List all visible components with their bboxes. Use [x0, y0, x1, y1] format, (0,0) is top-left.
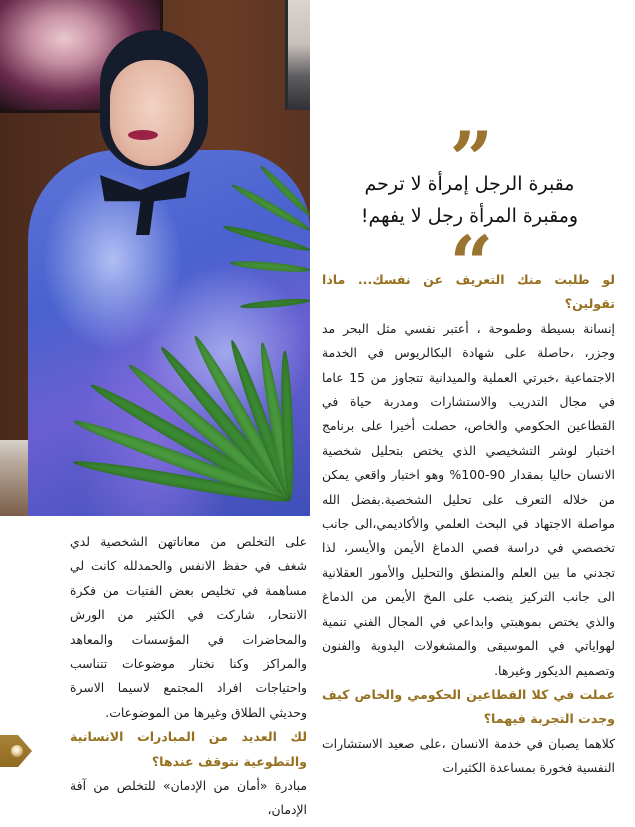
- article-column-left: [70, 530, 307, 823]
- face: [110, 60, 194, 166]
- interview-question: عملت في كلا القطاعين الحكومي والخاص كيف وجدت التجربة فيهما؟: [322, 686, 615, 727]
- page-marker-tab: [0, 735, 32, 767]
- background-frame: [285, 0, 310, 110]
- pull-quote-line-2: ومقبرة المرأة رجل لا يفهم!: [360, 205, 579, 227]
- interview-answer: على التخلص من معاناتهن الشخصية لدي شغف في حفظ الانفس والحمدلله كانت لي مساهمة في تخليص بعض الفتيات من فكرة الانتحار، شاركت في الكثير من الورش والمحاضرات في المؤسسات والمعاهد والمراكز وكنا نختار موضوعات تتناسب واحتياجات افراد المجتمع لاسيما الاسرة وحديثي الطلاق وغيرها من الموضوعات.: [70, 534, 307, 720]
- interview-answer: كلاهما يصبان في خدمة الانسان ،على صعيد الاستشارات النفسية فخورة بمساعدة الكثيرات: [322, 735, 615, 776]
- interview-question: لو طلبت منك التعريف عن نفسك... ماذا تقولين؟: [322, 272, 615, 312]
- interview-question: لك العديد من المبادرات الانسانية والتطوعية نتوقف عندها؟: [70, 729, 307, 769]
- lips: [128, 130, 158, 140]
- article-column-right: [322, 268, 615, 781]
- pull-quote-line-1: مقبرة الرجل إمرأة لا ترحم: [364, 173, 575, 195]
- interviewee-photo: [0, 0, 310, 516]
- quote-open-icon: ”: [449, 115, 494, 204]
- page-marker-dot-icon: [11, 745, 23, 757]
- quote-close-icon: “: [449, 219, 494, 308]
- interview-answer: مبادرة «أمان من الإدمان» للتخلص من آفة الإدمان،: [70, 778, 307, 818]
- interview-answer: إنسانة بسيطة وطموحة ، أعتبر نفسي مثل البحر مد وجزر، ،حاصلة على شهادة البكالريوس في الخدمة الاجتماعية ،خبرتي العملية والميدانية تتجاوز من 15 عاما في مجال التدريب والاستشارات ومدربة حياة في القطاعين الحكومي والخاص، حصلت أخيرا على برنامج اختبار لوشر التشخيصي الذي يختص بتحليل شخصية الانسان حاليا بمقدار 90-100% وهو اختبار واقعي يمكن من خلاله التعرف على تحليل الشخصية.بفضل الله مواصلة الاجتهاد في البحث العلمي والأكاديمي،الى جانب تخصصي في دراسة فصي الدماغ الأيمن والأيسر، لذا تجدني ما بين العلم والمنطق والتحليل والأمور العقلانية الى جانب التركيز ينصب على المخ الأيمن من الدماغ والذي يختص بموهبتي وابداعي في المجال الفني تنمية لهواياتي في الموسيقى والمشغولات اليدوية والفنون وتصميم الديكور وغيرها.: [322, 320, 615, 678]
